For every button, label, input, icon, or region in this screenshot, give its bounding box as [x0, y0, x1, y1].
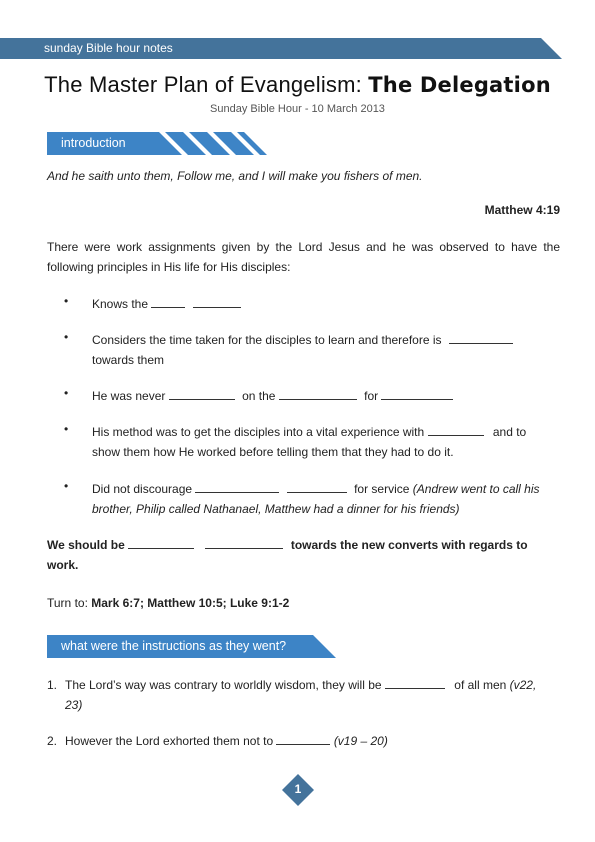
page-number: 1 [294, 782, 302, 796]
fill-blank[interactable] [287, 481, 347, 493]
bullet-3 [92, 386, 560, 406]
fill-blank[interactable] [151, 296, 185, 308]
fill-blank[interactable] [279, 388, 357, 400]
bullet-4-text-b: and to [492, 425, 527, 439]
bullet-1-text: Knows the [92, 297, 149, 311]
bullet-5-text: Did not discourage [92, 482, 193, 496]
bullet-2-text: Considers the time taken for the disciples to learn and therefore is [92, 333, 442, 347]
numbered-item-1-text-b: of all men [454, 678, 507, 692]
section-instructions [47, 635, 337, 658]
verse-reference: Matthew 4:19 [484, 203, 560, 217]
bullet-marker: • [64, 294, 69, 308]
numbered-item-1-text-d: 23) [65, 698, 83, 712]
bullet-1 [92, 294, 560, 314]
numbered-item-1-text-c: (v22, [509, 678, 537, 692]
section-intro-title: introduction [61, 136, 126, 150]
key-statement-a: We should be [47, 538, 125, 552]
fill-blank[interactable] [381, 388, 453, 400]
numbered-item-2 [65, 731, 560, 751]
bullet-5-text-d: brother, Philip called Nathanael, Matthew had a dinner for his friends) [92, 502, 460, 516]
section-instructions-title: what were the instructions as they went? [61, 639, 287, 653]
bullet-2-text-cont: towards them [92, 353, 165, 367]
fill-blank[interactable] [449, 332, 513, 344]
bullet-5 [92, 479, 560, 519]
key-statement [47, 535, 560, 575]
bullet-3-text-b: on the [242, 389, 276, 403]
bullet-marker: • [64, 330, 69, 344]
turn-to-refs: Mark 6:7; Matthew 10:5; Luke 9:1-2 [91, 596, 290, 610]
verse-text: And he saith unto them, Follow me, and I will make you fishers of men. [47, 169, 423, 183]
page-title [0, 72, 595, 98]
header-banner-text: sunday Bible hour notes [44, 41, 173, 55]
numbered-item-2-text-b: (v19 – 20) [333, 734, 388, 748]
list-number: 2. [47, 734, 58, 748]
bullet-3-text: He was never [92, 389, 166, 403]
page-title-normal: The Master Plan of Evangelism: [44, 72, 369, 97]
header-banner [0, 38, 562, 59]
numbered-item-1-text: The Lord’s way was contrary to worldly wisdom, they will be [65, 678, 382, 692]
bullet-marker: • [64, 386, 69, 400]
turn-to [47, 593, 560, 613]
numbered-item-2-text: However the Lord exhorted them not to [65, 734, 274, 748]
bullet-4-text-c: show them how He worked before telling them that they had to do it. [92, 445, 454, 459]
intro-paragraph: There were work assignments given by the Lord Jesus and he was observed to have the following principles in His life for His disciples: [47, 240, 560, 274]
bullet-4-text: His method was to get the disciples into a vital experience with [92, 425, 425, 439]
bullet-marker: • [64, 479, 69, 493]
key-statement-b: towards the new converts with regards to [290, 538, 528, 552]
page-subtitle: Sunday Bible Hour - 10 March 2013 [210, 103, 385, 115]
fill-blank[interactable] [128, 537, 194, 549]
bullet-marker: • [64, 422, 69, 436]
turn-to-label: Turn to: [47, 596, 92, 610]
numbered-item-1 [65, 675, 560, 715]
section-intro [47, 132, 267, 155]
bullet-2 [92, 330, 560, 370]
bullet-5-text-b: for service [354, 482, 410, 496]
fill-blank[interactable] [276, 733, 330, 745]
bullet-3-text-c: for [364, 389, 379, 403]
bullet-5-text-c: (Andrew went to call his [412, 482, 540, 496]
bullet-4 [92, 422, 560, 462]
page-title-bold: The Delegation [368, 73, 551, 97]
fill-blank[interactable] [385, 677, 445, 689]
fill-blank[interactable] [195, 481, 279, 493]
fill-blank[interactable] [193, 296, 241, 308]
fill-blank[interactable] [428, 424, 484, 436]
fill-blank[interactable] [169, 388, 235, 400]
key-statement-c: work. [47, 558, 79, 572]
fill-blank[interactable] [205, 537, 283, 549]
list-number: 1. [47, 678, 58, 692]
